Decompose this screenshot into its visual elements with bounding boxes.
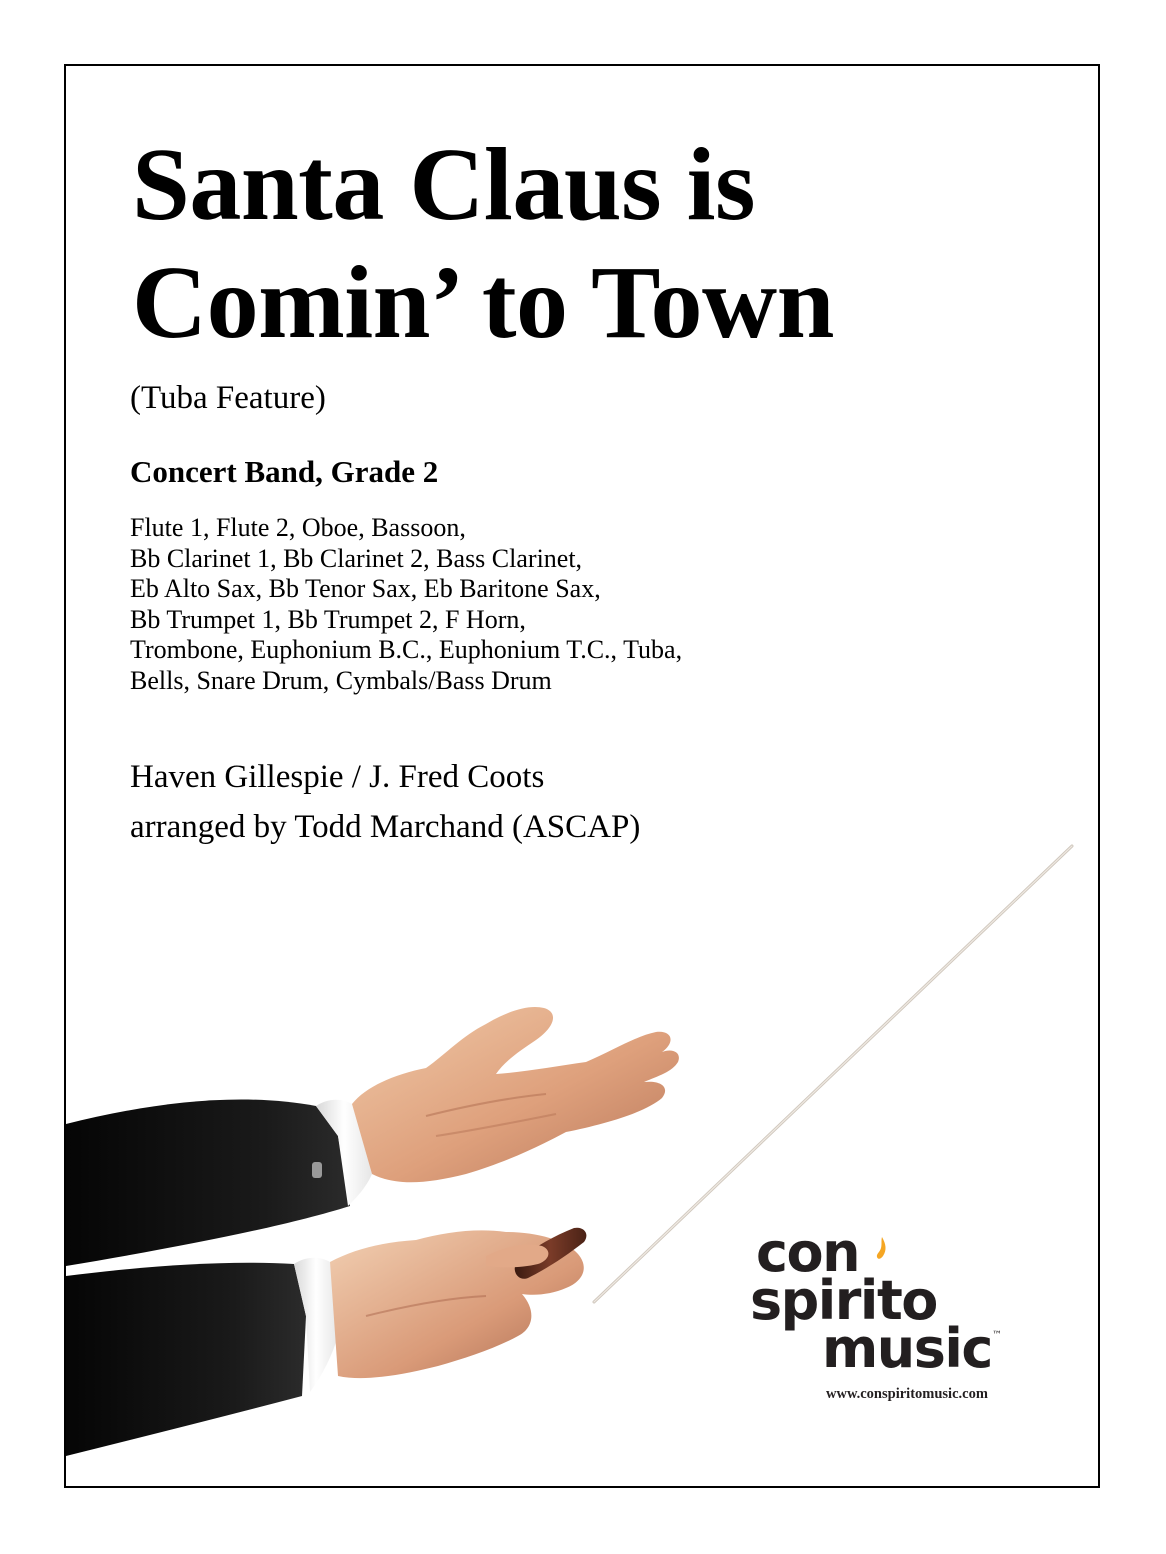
instrumentation-line: Eb Alto Sax, Bb Tenor Sax, Eb Baritone Sax, [130,574,601,603]
title-line-2: Comin’ to Town [132,245,834,360]
composers: Haven Gillespie / J. Fred Coots [130,759,545,795]
title-line-1: Santa Claus is [132,127,755,242]
flame-note-icon [874,1236,888,1262]
upper-hand [352,1007,679,1182]
instrumentation-list [130,513,890,696]
publisher-logo [750,1221,1056,1466]
instrumentation-line: Bb Clarinet 1, Bb Clarinet 2, Bass Clarinet, [130,543,583,573]
cover-frame [64,64,1100,1488]
cover-subtitle: (Tuba Feature) [130,380,326,416]
logo-trademark: ™ [992,1330,1002,1341]
cover-title [132,126,834,362]
ensemble-grade: Concert Band, Grade 2 [130,454,439,489]
lower-sleeve [66,1263,306,1456]
instrumentation-line: Bb Trumpet 1, Bb Trumpet 2, F Horn, [130,604,526,634]
instrumentation-line: Flute 1, Flute 2, Oboe, Bassoon, [130,513,466,542]
logo-word-music: music [822,1317,992,1380]
upper-sleeve [66,1099,350,1266]
arranger: arranged by Todd Marchand (ASCAP) [130,809,641,845]
publisher-url: www.conspiritomusic.com [826,1386,988,1402]
logo-word-spirito: spirito [750,1269,937,1332]
instrumentation-line: Bells, Snare Drum, Cymbals/Bass Drum [130,665,552,695]
instrumentation-line: Trombone, Euphonium B.C., Euphonium T.C., Tuba, [130,635,683,664]
logo-word-con: con [756,1221,860,1284]
